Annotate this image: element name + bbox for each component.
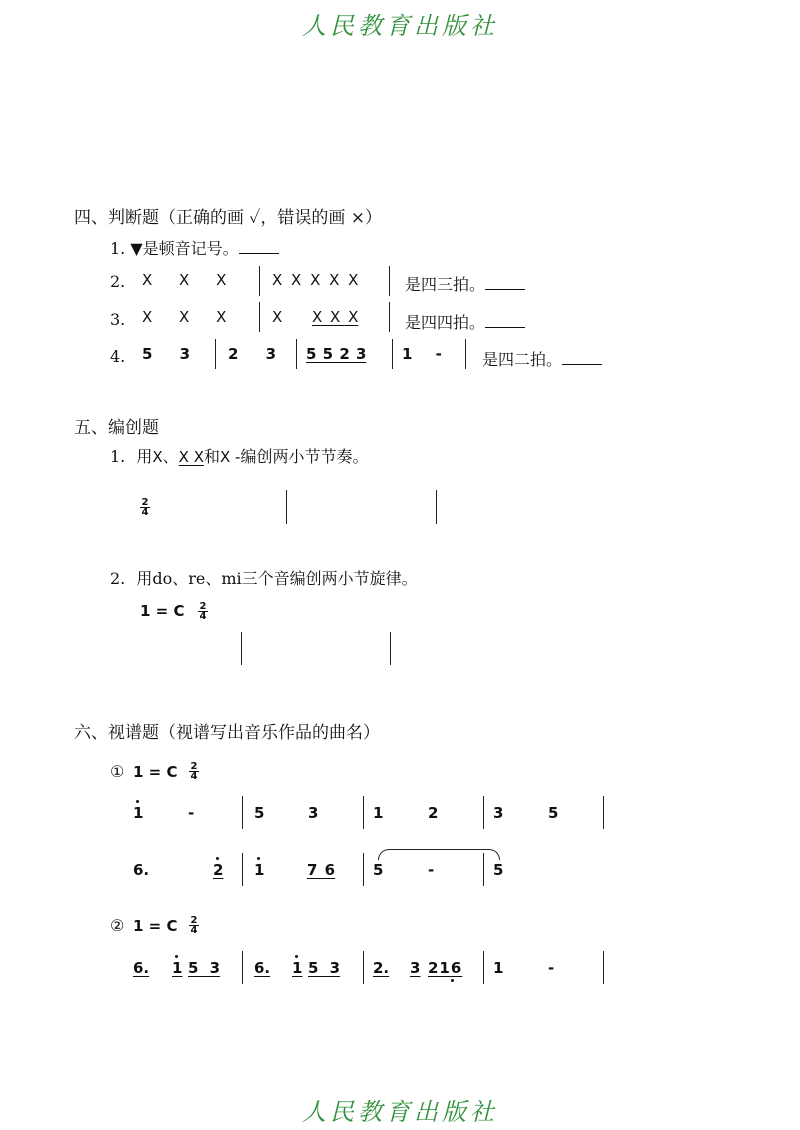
time-sig-bottom: 4 — [190, 771, 198, 782]
s4-q1-text: ▼是顿音记号。 — [130, 239, 239, 258]
s4-q4-num: 4. — [110, 347, 126, 366]
s5-q1-and: 和 — [204, 447, 221, 466]
barline — [215, 339, 216, 369]
note: 2 — [428, 804, 439, 822]
section-6-title: 六、视谱题（视谱写出音乐作品的曲名） — [74, 723, 380, 743]
note: 2. — [373, 959, 390, 977]
octave-dot — [257, 857, 260, 860]
s5-q1-num: 1. — [110, 447, 126, 466]
barline — [483, 951, 484, 984]
tie-arc — [378, 849, 500, 860]
barline — [286, 490, 287, 524]
s4-q1-answer-blank[interactable] — [239, 253, 279, 254]
s4-q4-answer-blank[interactable] — [562, 364, 602, 365]
s5-q1-pre: 用 — [136, 447, 153, 466]
s5-q1-sep: 、 — [162, 447, 179, 466]
note: 6. — [254, 959, 271, 977]
note: 5 — [254, 804, 265, 822]
s4-q1-num: 1. — [110, 239, 126, 258]
s4-q4-text: 是四二拍。 — [482, 350, 563, 369]
s4-q4-question — [482, 347, 602, 370]
s4-q3-measure-1: X X X — [142, 308, 227, 326]
footer-logo: 人民教育出版社 — [302, 1098, 498, 1126]
s5-q1-rhythm-1: X — [152, 448, 163, 466]
s5-q2-key: 1 = C — [140, 602, 185, 620]
note: 5 — [548, 804, 559, 822]
note: 5 3 — [308, 959, 341, 977]
barline — [603, 796, 604, 829]
s4-q2-question — [405, 272, 525, 295]
s4-q3-measure-2a: X — [272, 308, 283, 326]
barline — [363, 796, 364, 829]
barline — [389, 302, 390, 332]
barline — [483, 853, 484, 886]
barline — [483, 796, 484, 829]
s4-q2-measure-2: X X X X X — [272, 271, 359, 289]
s5-q1-rhythm-3: X - — [220, 448, 241, 466]
barline — [436, 490, 437, 524]
low-octave-dot — [451, 979, 454, 982]
time-signature — [189, 916, 199, 935]
barline — [465, 339, 466, 369]
barline — [390, 632, 391, 665]
s4-q2-text: 是四三拍。 — [405, 275, 486, 294]
time-sig-top: 2 — [199, 601, 207, 612]
barline — [259, 266, 260, 296]
note: 3 — [493, 804, 504, 822]
s4-q1 — [110, 236, 279, 259]
s5-q2-num: 2. — [110, 569, 126, 588]
s5-q1-post: 编创两小节节奏。 — [240, 447, 369, 466]
note: - — [188, 804, 195, 822]
section-5-title: 五、编创题 — [74, 418, 159, 438]
time-sig-top: 2 — [190, 761, 198, 772]
header-logo: 人民教育出版社 — [302, 12, 498, 40]
note: 3 — [308, 804, 319, 822]
s4-q2-measure-1: X X X — [142, 271, 227, 289]
note: 1 — [493, 959, 504, 977]
s4-q4-measure-1: 5 3 — [142, 345, 191, 363]
note: 5 — [493, 861, 504, 879]
time-sig-bottom: 4 — [199, 611, 207, 622]
barline — [242, 796, 243, 829]
time-signature — [189, 762, 199, 781]
section-4-title: 四、判断题（正确的画 ✓，错误的画 ×） — [74, 208, 383, 228]
barline — [242, 853, 243, 886]
s5-q2 — [110, 566, 418, 589]
s4-q3-question — [405, 310, 525, 333]
note: 6. — [133, 861, 150, 879]
s5-q2-text: 用do、re、mi三个音编创两小节旋律。 — [136, 569, 418, 588]
s5-q1-rhythm-2: X X — [178, 448, 204, 466]
note: 3 — [410, 959, 421, 977]
time-sig-bottom: 4 — [190, 925, 198, 936]
s5-q1 — [110, 444, 369, 467]
note: 216 — [428, 959, 463, 977]
s4-q2-num: 2. — [110, 272, 126, 291]
s4-q4-measure-4: 1 - — [402, 345, 442, 363]
note: 1 — [172, 959, 183, 977]
s4-q3-text: 是四四拍。 — [405, 313, 486, 332]
octave-dot — [295, 955, 298, 958]
barline — [242, 951, 243, 984]
s4-q3-num: 3. — [110, 310, 126, 329]
barline — [392, 339, 393, 369]
time-signature — [140, 498, 150, 517]
note: - — [548, 959, 555, 977]
s4-q4-measure-2: 2 3 — [228, 345, 277, 363]
barline — [241, 632, 242, 665]
p2-label: ② — [110, 916, 125, 935]
barline — [363, 951, 364, 984]
barline — [363, 853, 364, 886]
time-sig-bottom: 4 — [141, 507, 149, 518]
s4-q3-answer-blank[interactable] — [485, 327, 525, 328]
note: 1 — [254, 861, 265, 879]
barline — [296, 339, 297, 369]
time-sig-top: 2 — [190, 915, 198, 926]
octave-dot — [216, 857, 219, 860]
note: 6. — [133, 959, 150, 977]
s4-q2-answer-blank[interactable] — [485, 289, 525, 290]
note: 5 — [373, 861, 384, 879]
note: 5 3 — [188, 959, 221, 977]
p1-key: 1 = C — [133, 763, 178, 781]
note: 2 — [213, 861, 224, 879]
note: - — [428, 861, 435, 879]
octave-dot — [136, 800, 139, 803]
octave-dot — [175, 955, 178, 958]
time-signature — [198, 602, 208, 621]
note: 1 — [373, 804, 384, 822]
barline — [389, 266, 390, 296]
s4-q3-measure-2b: X X X — [312, 308, 359, 326]
note: 7 6 — [307, 861, 336, 879]
s4-q4-measure-3: 5 5 2 3 — [306, 345, 367, 363]
barline — [259, 302, 260, 332]
note: 1 — [292, 959, 303, 977]
p1-label: ① — [110, 762, 125, 781]
barline — [603, 951, 604, 984]
note: 1 — [133, 804, 144, 822]
p2-key: 1 = C — [133, 917, 178, 935]
time-sig-top: 2 — [141, 497, 149, 508]
